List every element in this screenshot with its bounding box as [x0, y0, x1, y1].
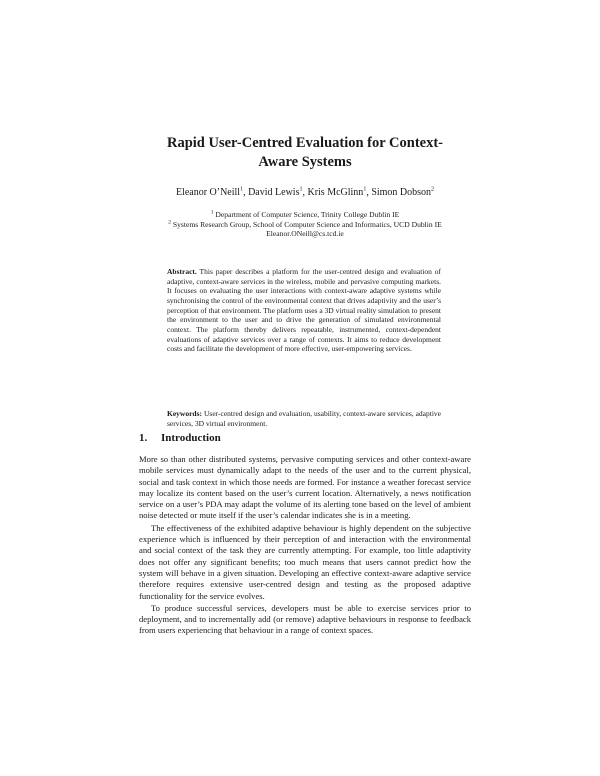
section-heading	[139, 431, 221, 445]
author-name: Kris McGlinn	[307, 187, 364, 198]
affiliation-mark: 1	[210, 209, 214, 216]
affiliation-text: Systems Research Group, School of Computer Science and Informatics, UCD Dublin IE	[172, 219, 442, 229]
author-affil-mark: 1	[363, 186, 367, 193]
author-affil-mark: 1	[299, 186, 303, 193]
author-name: Eleanor O’Neill	[175, 187, 241, 198]
body-paragraph: The effectiveness of the exhibited adaptive behaviour is highly dependent on the subjective experience which is influenced by their perception of and interaction with the environmental and social context of the task they are currently attempting. For example, too little adaptivity does not offer any significant benefits; too much means that users cannot predict how the system will behave in a given situation. Developing an effective context-aware adaptive service therefore requires extensive user-centred design and testing as the proposed adaptive functionality for the service evolves.	[139, 522, 471, 601]
paper-title: Rapid User-Centred Evaluation for Context-Aware Systems	[166, 135, 444, 170]
body-paragraph: To produce successful services, developers must be able to exercise services prior to deployment, and to incrementally add (or remove) adaptive behaviours in response to feedback from users experiencing that behaviour in a range of context spaces.	[139, 602, 471, 636]
affiliation-2	[110, 220, 500, 230]
author-name: David Lewis	[248, 187, 300, 198]
affiliations	[110, 210, 500, 239]
abstract	[167, 267, 441, 354]
affiliation-mark: 2	[168, 218, 171, 225]
author-list: Eleanor O’Neill$^1$, David Lewis$^1$, Kris McGlinn$^1$, Simon Dobson$^2$	[175, 186, 435, 198]
author-affil-mark: 2	[431, 186, 435, 193]
keywords	[167, 409, 441, 428]
section-body	[139, 454, 471, 637]
section-number: 1.	[139, 432, 148, 444]
author-name: Simon Dobson	[371, 187, 432, 198]
affiliation-text: Department of Computer Science, Trinity College Dublin IE	[215, 210, 400, 219]
section-title: Introduction	[161, 432, 221, 444]
keywords-text: User-centred design and evaluation, usability, context-aware services, adaptive services, 3D virtual environment.	[167, 409, 442, 428]
keywords-label: Keywords:	[167, 409, 202, 418]
abstract-text: This paper describes a platform for the user-centred design and evaluation of adaptive, context-aware services in the wireless, mobile and pervasive computing markets. It focuses on evaluating the user interactions with context-aware adaptive systems while synchronising the control of the environmental context that drives adaptivity and the user’s perception of that environment. The platform uses a 3D virtual reality simulation to present the environment to the user and to drive the generation of simulated environmental context. The platform thereby delivers repeatable, instrumented, context-dependent evaluations of adaptive services over a range of contexts. It aims to reduce development costs and facilitate the development of more effective, user-empowering services.	[167, 267, 441, 354]
author-affil-mark: 1	[240, 186, 244, 193]
author-email: Eleanor.ONeill@cs.tcd.ie	[266, 229, 344, 238]
abstract-label: Abstract.	[167, 267, 197, 276]
body-paragraph: More so than other distributed systems, pervasive computing services and other context-aware mobile services must dynamically adapt to the needs of the user and to the current physical, social and task context in which those needs are formed. For instance a weather forecast service may localize its content based on the user’s current location. Alternatively, a news notification service on a user’s PDA may adapt the volume of its alerting tone based on the level of ambient noise detected or mute itself if the user’s calendar indicates she is in a meeting.	[139, 454, 471, 521]
